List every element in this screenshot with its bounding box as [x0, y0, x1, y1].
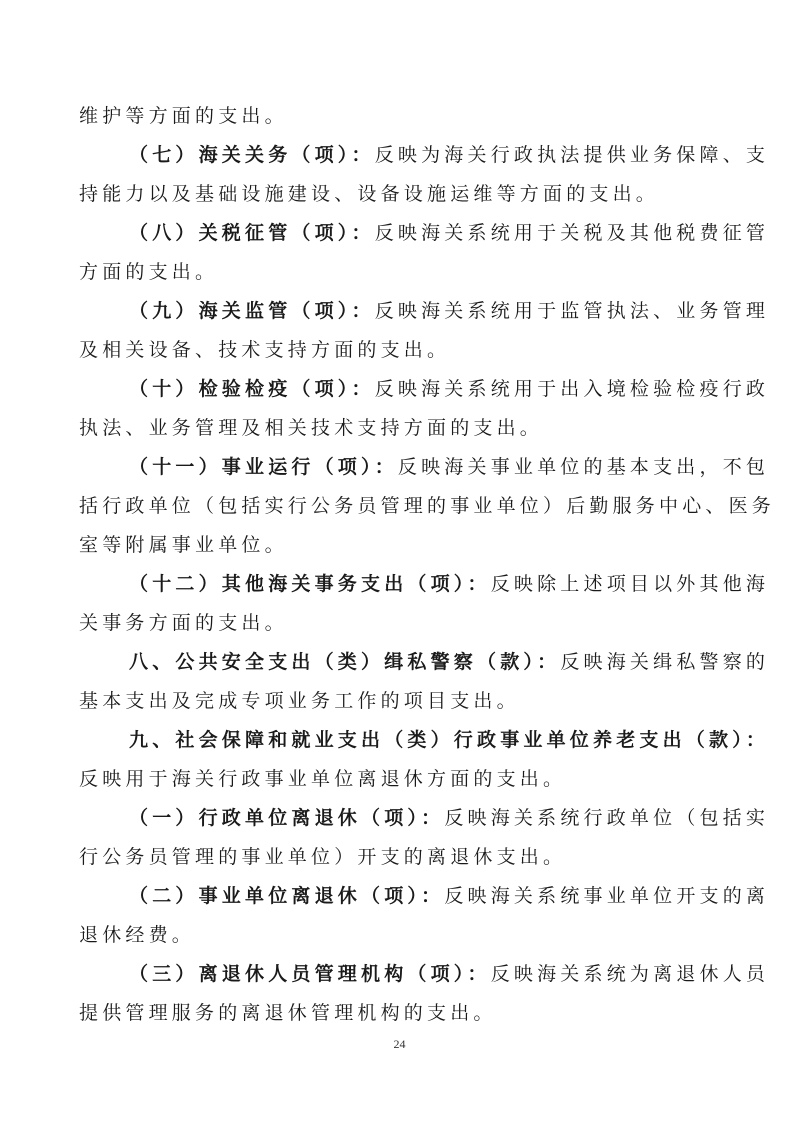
- line-text: 反映海关系统行政单位（包括实: [444, 807, 770, 829]
- text-line: [79, 877, 770, 916]
- text-line: [79, 448, 770, 487]
- text-line: [79, 487, 776, 526]
- text-line: [79, 409, 729, 448]
- line-text: 关事务方面的支出。: [79, 612, 288, 634]
- text-line: [79, 136, 770, 175]
- line-heading: （九）海关监管（项）：: [129, 300, 375, 322]
- line-text: 退休经费。: [79, 924, 196, 946]
- text-line: [79, 604, 729, 643]
- text-line: [79, 994, 729, 1033]
- line-text: 反映用于海关行政事业单位离退休方面的支出。: [79, 768, 567, 790]
- text-line: [79, 292, 770, 331]
- line-text: 方面的支出。: [79, 261, 219, 283]
- text-line: [79, 370, 770, 409]
- line-text: 持能力以及基础设施建设、设备设施运维等方面的支出。: [79, 183, 660, 205]
- text-line: [79, 760, 729, 799]
- line-text: 反映海关系统为离退休人员: [490, 963, 770, 985]
- line-text: 提供管理服务的离退休管理机构的支出。: [79, 1002, 497, 1024]
- text-line: [79, 214, 770, 253]
- text-line: [79, 643, 770, 682]
- text-line: [79, 916, 729, 955]
- line-text: 反映海关系统用于出入境检验检疫行政: [374, 378, 770, 400]
- line-heading: （八）关税征管（项）：: [129, 222, 375, 244]
- line-text: 及相关设备、技术支持方面的支出。: [79, 339, 451, 361]
- text-line: [79, 97, 729, 136]
- line-text: 反映海关系统用于监管执法、业务管理: [374, 300, 770, 322]
- line-heading: 八、公共安全支出（类）缉私警察（款）：: [129, 651, 561, 673]
- text-line: [79, 682, 729, 721]
- text-line: [79, 331, 729, 370]
- line-text: 执法、业务管理及相关技术支持方面的支出。: [79, 417, 544, 439]
- line-text: 反映海关缉私警察的: [560, 651, 770, 673]
- document-body: [79, 97, 776, 1033]
- line-text: 反映海关系统事业单位开支的离: [444, 885, 770, 907]
- line-heading: 九、社会保障和就业支出（类）行政事业单位养老支出（款）：: [129, 729, 770, 751]
- line-text: 反映海关系统用于关税及其他税费征管: [374, 222, 770, 244]
- text-line: [79, 838, 729, 877]
- line-text: 反映为海关行政执法提供业务保障、支: [374, 144, 770, 166]
- line-heading: （十二）其他海关事务支出（项）：: [129, 573, 491, 595]
- line-heading: （十一）事业运行（项）：: [129, 456, 398, 478]
- text-line: [79, 565, 770, 604]
- line-heading: （一）行政单位离退休（项）：: [129, 807, 445, 829]
- text-line: [79, 253, 729, 292]
- line-text: 室等附属事业单位。: [79, 534, 288, 556]
- line-heading: （二）事业单位离退休（项）：: [129, 885, 445, 907]
- text-line: [79, 526, 729, 565]
- line-text: 维护等方面的支出。: [79, 105, 288, 127]
- line-text: 基本支出及完成专项业务工作的项目支出。: [79, 690, 520, 712]
- text-line: [79, 721, 770, 760]
- line-text: 行公务员管理的事业单位）开支的离退休支出。: [79, 846, 567, 868]
- text-line: [79, 175, 729, 214]
- line-text: 反映海关事业单位的基本支出，不包: [397, 456, 770, 478]
- line-text: 括行政单位（包括实行公务员管理的事业单位）后勤服务中心、医务: [79, 495, 776, 517]
- line-heading: （七）海关关务（项）：: [129, 144, 375, 166]
- text-line: [79, 799, 770, 838]
- line-heading: （三）离退休人员管理机构（项）：: [129, 963, 491, 985]
- text-line: [79, 955, 770, 994]
- line-heading: （十）检验检疫（项）：: [129, 378, 375, 400]
- page-number: 24: [393, 1037, 406, 1051]
- line-text: 反映除上述项目以外其他海: [490, 573, 770, 595]
